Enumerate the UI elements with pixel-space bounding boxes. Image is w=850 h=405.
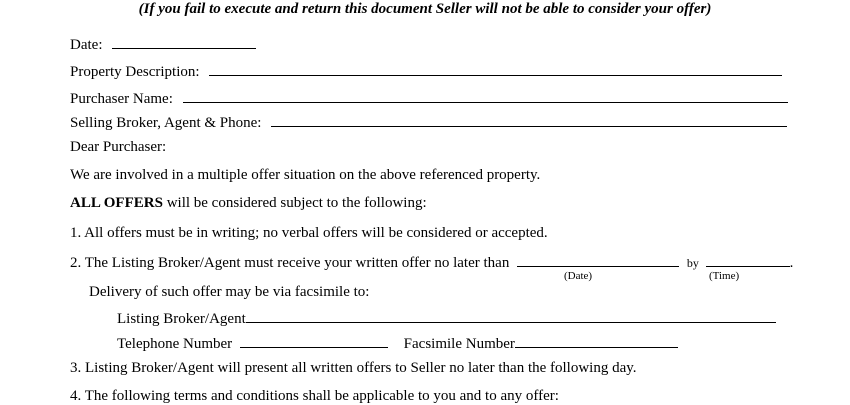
- property-row: [70, 62, 782, 81]
- selling-broker-field[interactable]: [271, 113, 787, 127]
- notice-header: (If you fail to execute and return this document Seller will not be able to consider your offer): [138, 1, 712, 17]
- time-caption: (Time): [709, 270, 740, 282]
- delivery-text: Delivery of such offer may be via facsimile to:: [89, 284, 370, 300]
- purchaser-name-field[interactable]: [183, 89, 788, 103]
- all-offers-text: [70, 194, 427, 212]
- item-4: 4. The following terms and conditions shall be applicable to you and to any offer:: [70, 388, 559, 404]
- listing-agent-row: [117, 309, 776, 328]
- all-offers-bold: ALL OFFERS: [70, 195, 163, 211]
- telephone-field[interactable]: [240, 334, 388, 348]
- salutation: Dear Purchaser:: [70, 139, 167, 155]
- by-label: by: [686, 256, 699, 270]
- item-2-row: [70, 253, 793, 272]
- property-description-field[interactable]: [209, 62, 782, 76]
- broker-label: Selling Broker, Agent & Phone:: [70, 115, 262, 131]
- intro-text: We are involved in a multiple offer situation on the above referenced property.: [70, 167, 541, 183]
- phone-fax-row: [117, 334, 678, 353]
- telephone-label: Telephone Number: [117, 336, 233, 352]
- item-3: 3. Listing Broker/Agent will present all written offers to Seller no later than the following day.: [70, 360, 637, 376]
- item-2-text: 2. The Listing Broker/Agent must receive your written offer no later than: [70, 255, 510, 271]
- all-offers-rest: will be considered subject to the following:: [162, 195, 427, 211]
- broker-row: [70, 113, 787, 132]
- facsimile-field[interactable]: [515, 334, 678, 348]
- date-caption: (Date): [564, 270, 593, 282]
- purchaser-row: [70, 89, 788, 108]
- offer-date-field[interactable]: [517, 253, 679, 267]
- property-label: Property Description:: [70, 64, 200, 80]
- facsimile-label: Facsimile Number: [403, 336, 515, 352]
- period: .: [789, 255, 794, 271]
- listing-agent-field[interactable]: [246, 309, 776, 323]
- listing-agent-label: Listing Broker/Agent: [117, 311, 246, 327]
- date-label: Date:: [70, 37, 103, 53]
- date-row: [70, 35, 256, 54]
- item-1: 1. All offers must be in writing; no verbal offers will be considered or accepted.: [70, 225, 548, 241]
- purchaser-label: Purchaser Name:: [70, 91, 173, 107]
- offer-time-field[interactable]: [706, 253, 790, 267]
- date-field[interactable]: [112, 35, 256, 49]
